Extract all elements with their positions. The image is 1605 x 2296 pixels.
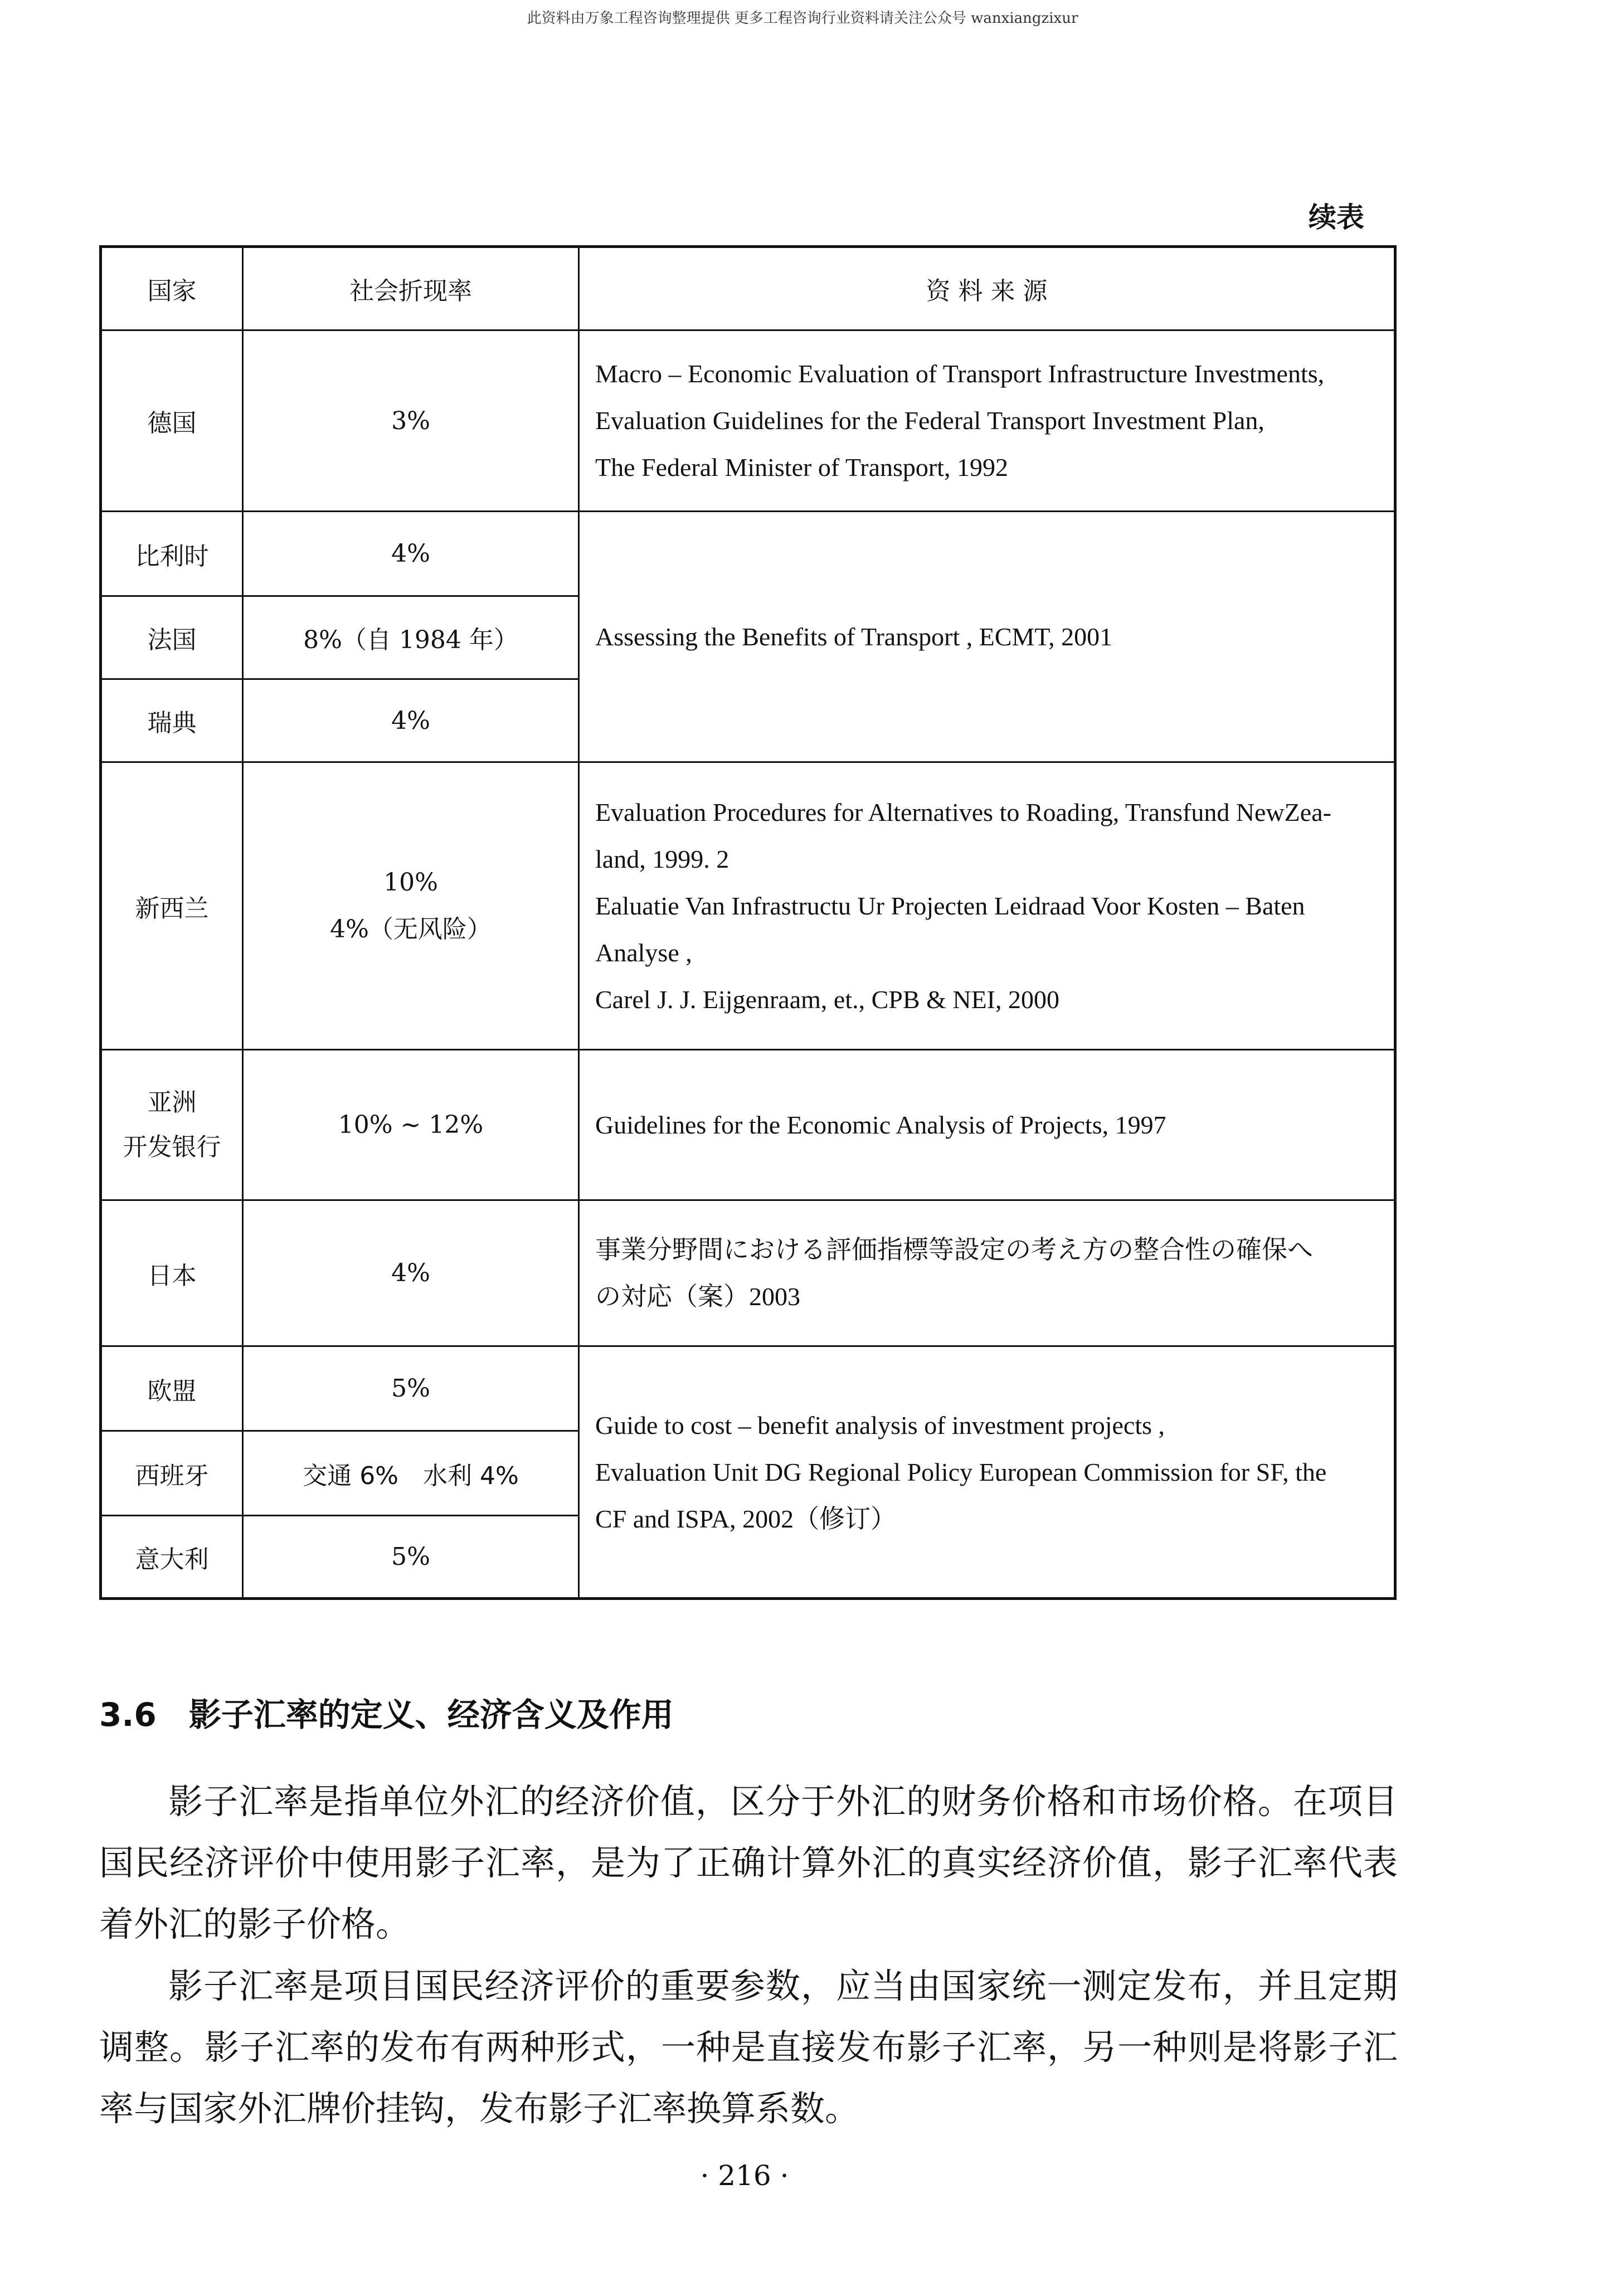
header-rate: 社会折现率 xyxy=(243,247,579,330)
rate-line: 10% xyxy=(383,868,438,897)
rate-cell: 3% xyxy=(243,330,579,512)
table-row xyxy=(101,512,1395,596)
table-row xyxy=(101,1050,1395,1200)
source-cell xyxy=(579,1346,1395,1599)
country-cell: 瑞典 xyxy=(101,679,243,762)
source-line: CF and ISPA, 2002（修订） xyxy=(595,1504,897,1533)
country-cell: 欧盟 xyxy=(101,1346,243,1431)
rate-cell xyxy=(243,762,579,1050)
source-cell xyxy=(579,762,1395,1050)
source-cell xyxy=(579,1200,1395,1346)
source-line: Macro – Economic Evaluation of Transport Infrastructure Investments, xyxy=(595,359,1325,388)
source-line: Evaluation Procedures for Alternatives to Roading, Transfund NewZea- xyxy=(595,797,1331,826)
rate-cell: 5% xyxy=(243,1516,579,1599)
source-line: Guidelines for the Economic Analysis of Projects, 1997 xyxy=(595,1110,1166,1139)
table-row xyxy=(101,1346,1395,1431)
source-line: Evaluation Unit DG Regional Policy European Commission for SF, the xyxy=(595,1457,1327,1486)
country-cell: 法国 xyxy=(101,596,243,679)
rate-line: 4%（无风险） xyxy=(330,914,492,943)
country-line: 亚洲 xyxy=(147,1088,197,1117)
source-line: Evaluation Guidelines for the Federal Transport Investment Plan, xyxy=(595,406,1264,435)
source-line: land, 1999. 2 xyxy=(595,844,729,873)
source-cell xyxy=(579,1050,1395,1200)
source-line: Ealuatie Van Infrastructu Ur Projecten Leidraad Voor Kosten – Baten xyxy=(595,891,1305,920)
table-row xyxy=(101,330,1395,512)
rate-cell: 交通 6% 水利 4% xyxy=(243,1431,579,1516)
rate-cell: 4% xyxy=(243,679,579,762)
source-line: の対応（案）2003 xyxy=(595,1282,800,1311)
source-line: The Federal Minister of Transport, 1992 xyxy=(595,453,1009,481)
source-line: Analyse , xyxy=(595,938,692,967)
rate-cell: 10% ~ 12% xyxy=(243,1050,579,1200)
country-line: 开发银行 xyxy=(123,1132,221,1161)
country-cell: 日本 xyxy=(101,1200,243,1346)
rate-cell: 4% xyxy=(243,1200,579,1346)
rate-cell: 4% xyxy=(243,512,579,596)
source-cell xyxy=(579,512,1395,762)
country-cell: 意大利 xyxy=(101,1516,243,1599)
source-line: Guide to cost – benefit analysis of investment projects , xyxy=(595,1410,1165,1439)
country-cell: 德国 xyxy=(101,330,243,512)
rate-cell: 5% xyxy=(243,1346,579,1431)
source-line: Assessing the Benefits of Transport , ECMT, 2001 xyxy=(595,622,1113,651)
table-row xyxy=(101,1200,1395,1346)
country-cell: 新西兰 xyxy=(101,762,243,1050)
rate-cell: 8%（自 1984 年） xyxy=(243,596,579,679)
header-country: 国家 xyxy=(101,247,243,330)
country-cell: 西班牙 xyxy=(101,1431,243,1516)
source-cell xyxy=(579,330,1395,512)
watermark: 此资料由万象工程咨询整理提供 更多工程咨询行业资料请关注公众号 wanxiangzixur xyxy=(527,10,1078,27)
discount-rate-table xyxy=(99,245,1397,1600)
source-line: 事業分野間における評価指標等設定の考え方の整合性の確保へ xyxy=(595,1235,1313,1264)
section-heading: 3.6 影子汇率的定义、经济含义及作用 xyxy=(99,1696,674,1734)
country-cell: 比利时 xyxy=(101,512,243,596)
source-line: Carel J. J. Eijgenraam, et., CPB & NEI, 2000 xyxy=(595,985,1059,1014)
paragraph: 影子汇率是指单位外汇的经济价值，区分于外汇的财务价格和市场价格。在项目国民经济评价中使用影子汇率，是为了正确计算外汇的真实经济价值，影子汇率代表着外汇的影子价格。 xyxy=(99,1781,1398,1944)
table-row xyxy=(101,762,1395,1050)
country-cell xyxy=(101,1050,243,1200)
page-number: · 216 · xyxy=(700,2159,789,2192)
header-source: 资 料 来 源 xyxy=(579,247,1395,330)
paragraph: 影子汇率是项目国民经济评价的重要参数，应当由国家统一测定发布，并且定期调整。影子汇率的发布有两种形式，一种是直接发布影子汇率，另一种则是将影子汇率与国家外汇牌价挂钩，发布影子汇率换算系数。 xyxy=(99,1966,1398,2129)
table-header-row xyxy=(101,247,1395,330)
continued-table-label: 续表 xyxy=(1309,201,1364,234)
